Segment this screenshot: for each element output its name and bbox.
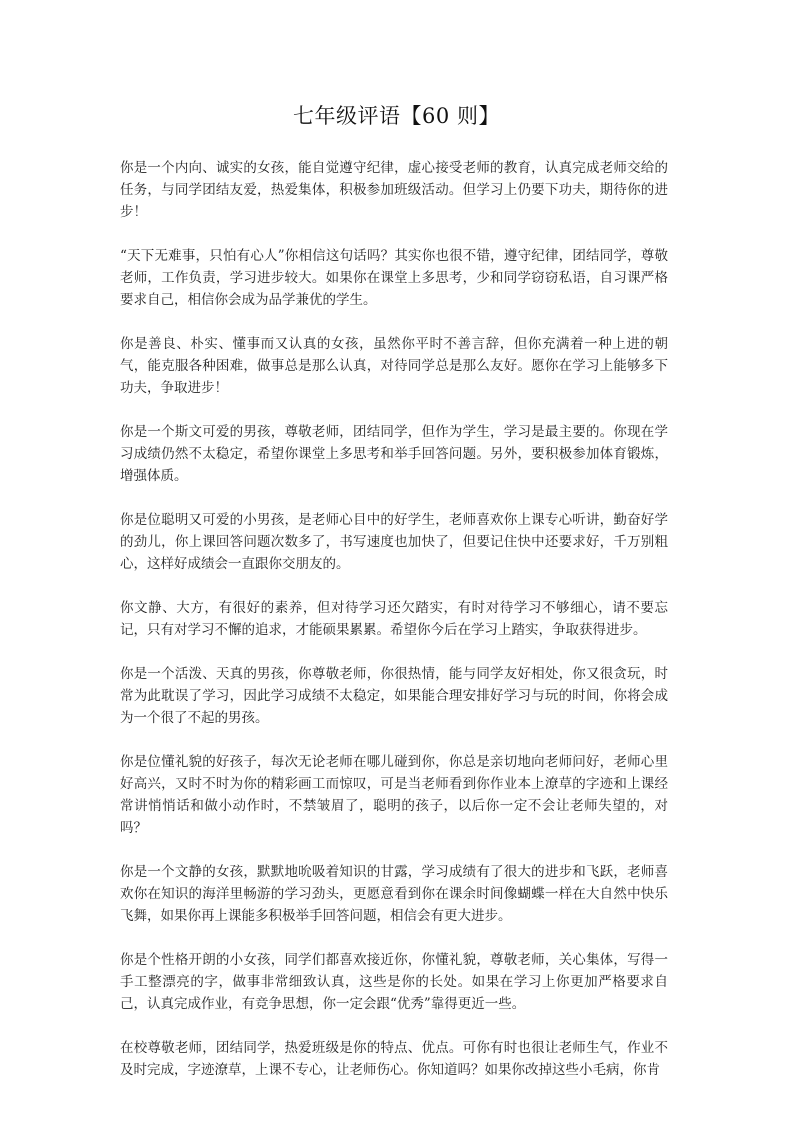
paragraph: 你是一个内向、诚实的女孩，能自觉遵守纪律，虚心接受老师的教育，认真完成老师交给的任务，与同学团结友爱，热爱集体，积极参加班级活动。但学习上仍要下功夫，期待你的进步！	[120, 160, 668, 220]
document-body	[120, 157, 668, 1103]
paragraph: 你是一个斯文可爱的男孩，尊敬老师，团结同学，但作为学生，学习是最主要的。你现在学习成绩仍然不太稳定，希望你课堂上多思考和举手回答问题。另外，要积极参加体育锻炼，增强体质。	[120, 424, 668, 484]
paragraph: 你是个性格开朗的小女孩，同学们都喜欢接近你，你懂礼貌，尊敬老师，关心集体，写得一手工整漂亮的字，做事非常细致认真，这些是你的长处。如果在学习上你更加严格要求自己，认真完成作业，有竞争思想，你一定会跟“优秀”靠得更近一些。	[120, 952, 668, 1012]
paragraph: 你是一个活泼、天真的男孩，你尊敬老师，你很热情，能与同学友好相处，你又很贪玩，时常为此耽误了学习，因此学习成绩不太稳定，如果能合理安排好学习与玩的时间，你将会成为一个很了不起的男孩。	[120, 666, 668, 726]
paragraph: 在校尊敬老师，团结同学，热爱班级是你的特点、优点。可你有时也很让老师生气，作业不及时完成，字迹潦草，上课不专心，让老师伤心。你知道吗？如果你改掉这些小毛病，你肯	[120, 1040, 668, 1078]
paragraph: 你是位懂礼貌的好孩子，每次无论老师在哪儿碰到你，你总是亲切地向老师问好，老师心里好高兴，又时不时为你的精彩画工而惊叹，可是当老师看到你作业本上潦草的字迹和上课经常讲悄悄话和做小动作时，不禁皱眉了，聪明的孩子，以后你一定不会让老师失望的，对吗？	[120, 754, 668, 836]
paragraph: 你是位聪明又可爱的小男孩，是老师心目中的好学生，老师喜欢你上课专心听讲，勤奋好学的劲儿，你上课回答问题次数多了，书写速度也加快了，但要记住快中还要求好，千万别粗心，这样好成绩会一直跟你交朋友的。	[120, 512, 668, 572]
paragraph: 你是一个文静的女孩，默默地吮吸着知识的甘露，学习成绩有了很大的进步和飞跃，老师喜欢你在知识的海洋里畅游的学习劲头，更愿意看到你在课余时间像蝴蝶一样在大自然中快乐飞舞，如果你再上课能多积极举手回答问题，相信会有更大进步。	[120, 864, 668, 924]
paragraph: “天下无难事，只怕有心人”你相信这句话吗？其实你也很不错，遵守纪律，团结同学，尊敬老师，工作负责，学习进步较大。如果你在课堂上多思考，少和同学窃窃私语，自习课严格要求自己，相信你会成为品学兼优的学生。	[120, 248, 668, 308]
paragraph: 你是善良、朴实、懂事而又认真的女孩，虽然你平时不善言辞，但你充满着一种上进的朝气，能克服各种困难，做事总是那么认真，对待同学总是那么友好。愿你在学习上能够多下功夫，争取进步！	[120, 336, 668, 396]
document-title: 七年级评语【60 则】	[293, 104, 500, 128]
paragraph: 你文静、大方，有很好的素养，但对待学习还欠踏实，有时对待学习不够细心，请不要忘记，只有对学习不懈的追求，才能硕果累累。希望你今后在学习上踏实，争取获得进步。	[120, 600, 668, 638]
